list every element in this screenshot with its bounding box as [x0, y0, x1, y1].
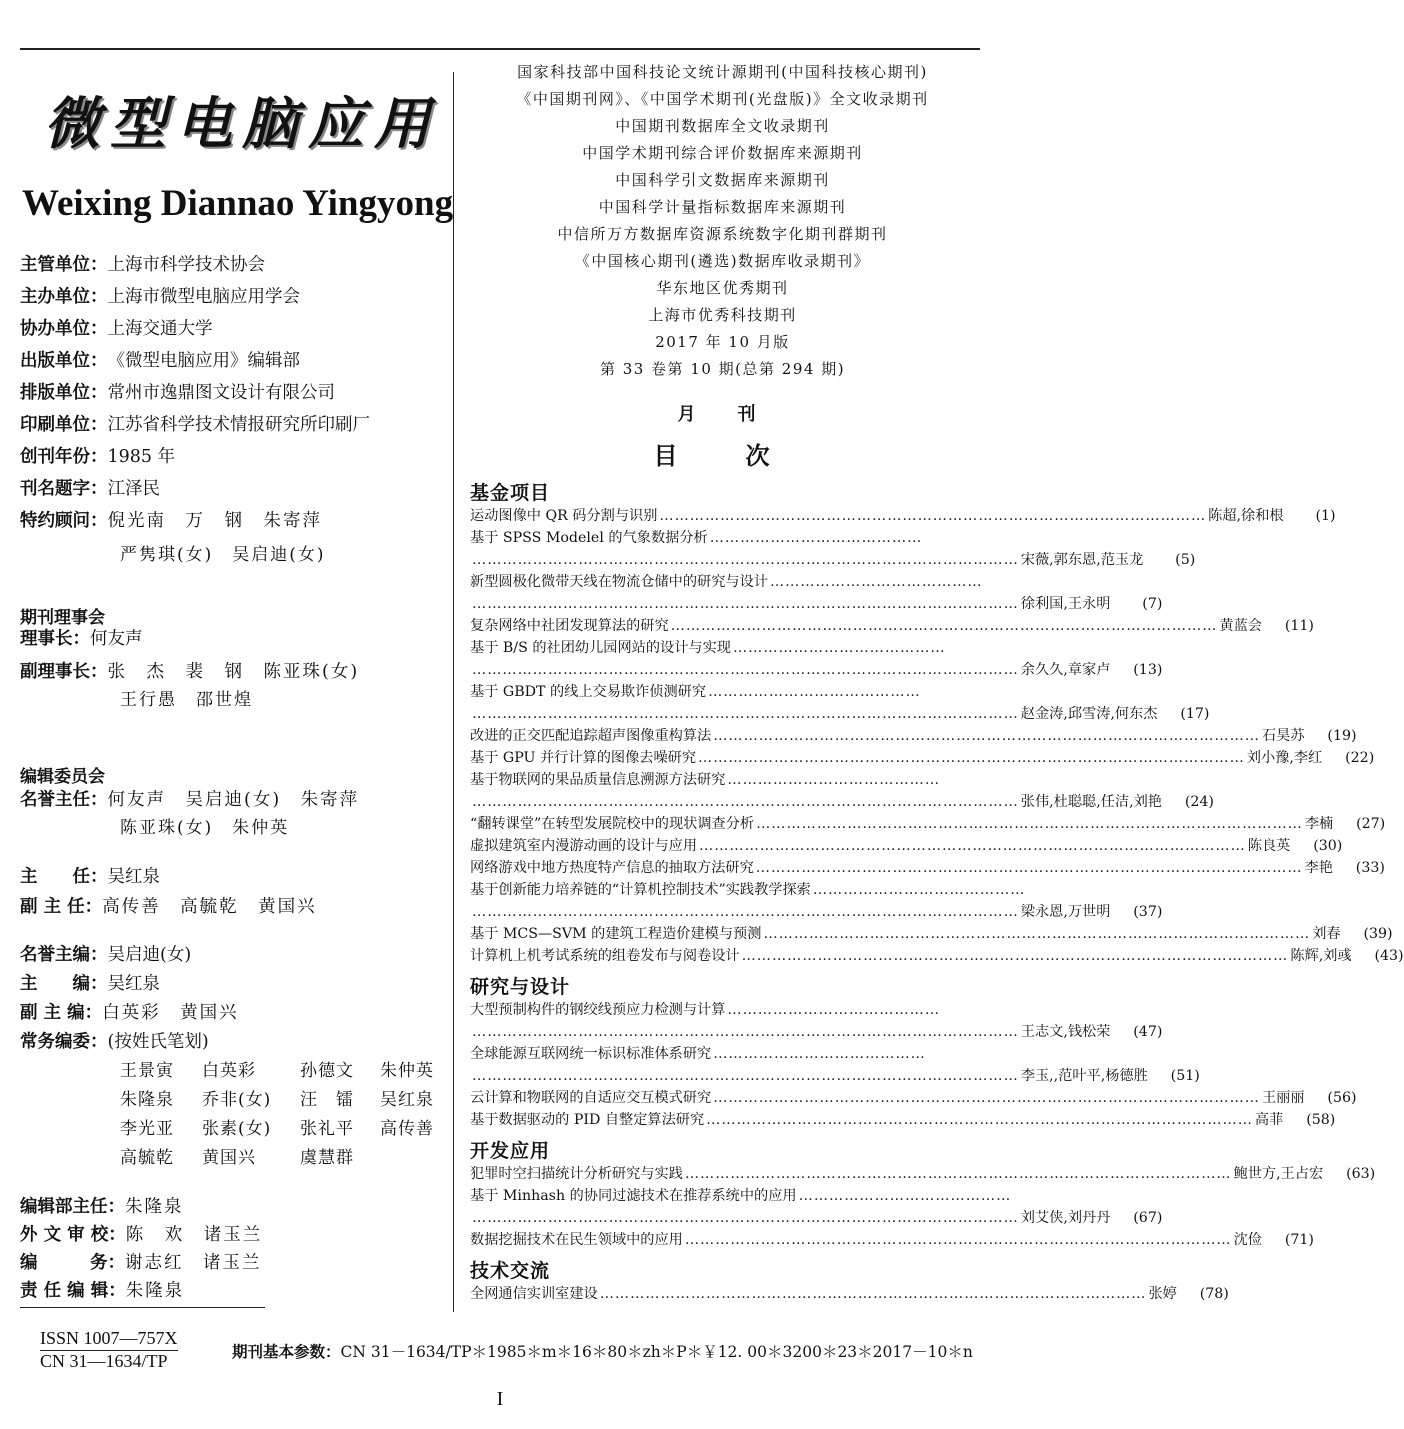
- toc-entry: [470, 1110, 1336, 1131]
- toc-leader-dots: ……………………………………: [727, 1002, 941, 1018]
- standing-editor-name: 朱隆泉: [120, 1090, 174, 1110]
- toc-entry: [470, 726, 1357, 747]
- toc-entry: [470, 660, 1163, 681]
- toc-entry-title-line: [470, 1044, 985, 1065]
- toc-entry: [470, 902, 1163, 923]
- toc-leader-dots: ………………………………………………………………………………………………: [713, 1090, 1260, 1106]
- toc-leader-dots: ……………………………………: [732, 640, 946, 656]
- toc-entry-title: “翻转课堂”在转型发展院校中的现状调查分析: [470, 816, 755, 832]
- toc-entry-authors: 梁永恩,万世明: [1020, 904, 1111, 920]
- indexing-line: 中国科学计量指标数据库来源期刊: [598, 198, 847, 216]
- honorary-director: 名誉主任：何友声 吴启迪(女) 朱寄萍: [20, 790, 360, 810]
- toc-category: 开发应用: [470, 1140, 551, 1162]
- toc-entry-title: 虚拟建筑室内漫游动画的设计与应用: [470, 838, 698, 854]
- toc-entry-title: 基于 GPU 并行计算的图像去噪研究: [470, 750, 697, 766]
- toc-entry: [470, 1164, 1376, 1185]
- toc-entry-title: 网络游戏中地方热度特产信息的抽取方法研究: [470, 860, 754, 876]
- toc-entry: [470, 1066, 1200, 1087]
- indexing-line: 《中国核心期刊(遴选)数据库收录期刊》: [574, 252, 871, 270]
- standing-editor-name: 吴红泉: [380, 1090, 434, 1110]
- deputy-director: 副 主 任：高传善 高毓乾 黄国兴: [20, 897, 317, 917]
- credit-key: 印刷单位：: [20, 415, 108, 435]
- toc-entry-page: (51): [1170, 1068, 1200, 1084]
- honorary-editor: 名誉主编：吴启迪(女): [20, 945, 192, 965]
- toc-entry: [470, 836, 1343, 857]
- indexing-line: 上海市优秀科技期刊: [648, 306, 797, 324]
- toc-entry: [470, 1230, 1314, 1251]
- toc-entry-page: (24): [1184, 794, 1214, 810]
- toc-leader-dots: ………………………………………………………………………………………………: [472, 1210, 1019, 1226]
- toc-entry-page: (22): [1345, 750, 1375, 766]
- office-value: 朱隆泉: [125, 1281, 185, 1301]
- toc-entry-page: (37): [1133, 904, 1163, 920]
- credit-key: 出版单位：: [20, 351, 108, 371]
- toc-entry-title: 犯罪时空扫描统计分析研究与实践: [470, 1166, 683, 1182]
- toc-entry: [470, 550, 1196, 571]
- toc-entry: [470, 1022, 1163, 1043]
- credit-key: 创刊年份：: [20, 447, 108, 467]
- journal-title-pinyin: Weixing Diannao Yingyong: [22, 183, 454, 224]
- toc-entry-page: (58): [1306, 1112, 1336, 1128]
- credit-value: 江泽民: [107, 479, 160, 499]
- indexing-line: 华东地区优秀期刊: [656, 279, 789, 297]
- standing-editor-name: 张礼平: [300, 1119, 354, 1139]
- toc-entry-page: (78): [1199, 1286, 1229, 1302]
- toc-leader-dots: ……………………………………: [769, 574, 983, 590]
- journal-title-cn: 微型电脑应用: [44, 92, 440, 157]
- toc-leader-dots: ……………………………………: [812, 882, 1026, 898]
- toc-entry: [470, 748, 1375, 769]
- top-rule: [20, 48, 980, 50]
- toc-leader-dots: ……………………………………: [708, 684, 921, 700]
- toc-entry-title: 云计算和物联网的自适应交互模式研究: [470, 1090, 712, 1106]
- toc-entry: [470, 1088, 1357, 1109]
- office-value: 谢志红 诸玉兰: [125, 1253, 262, 1273]
- toc-entry-authors: 陈超,徐和根: [1208, 508, 1284, 524]
- standing-editor-name: 朱仲英: [380, 1061, 434, 1081]
- indexing-line: 2017 年 10 月版: [655, 333, 790, 351]
- toc-entry-authors: 余久久,章家卢: [1020, 662, 1111, 678]
- toc-entry: [470, 594, 1163, 615]
- deputy-editor: 副 主 编：白英彩 黄国兴: [20, 1003, 239, 1023]
- toc-leader-dots: ………………………………………………………………………………………………: [472, 706, 1019, 722]
- credit-value: 《微型电脑应用》编辑部: [107, 351, 300, 371]
- standing-editor-name: 李光亚: [120, 1119, 174, 1139]
- indexing-line: 第 33 卷第 10 期(总第 294 期): [599, 360, 846, 378]
- toc-entry-page: (63): [1346, 1166, 1376, 1182]
- toc-entry-authors: 徐利国,王永明: [1020, 596, 1111, 612]
- toc-entry-title: 运动图像中 QR 码分割与识别: [470, 508, 658, 524]
- standing-editor-name: 虞慧群: [300, 1148, 354, 1168]
- toc-leader-dots: ………………………………………………………………………………………………: [659, 508, 1207, 524]
- toc-entry-title: 基于数据驱动的 PID 自整定算法研究: [470, 1112, 705, 1128]
- office-value: 陈 欢 诸玉兰: [125, 1225, 263, 1245]
- credit-key: 主办单位：: [20, 287, 108, 307]
- indexing-line: 中信所万方数据库资源系统数字化期刊群期刊: [557, 225, 888, 243]
- toc-entry-page: (33): [1355, 860, 1385, 876]
- toc-entry-authors: 沈俭: [1233, 1232, 1262, 1248]
- credit-row: [20, 318, 213, 340]
- toc-entry: [470, 704, 1210, 725]
- toc-entry-authors: 高菲: [1254, 1112, 1284, 1128]
- indexing-line: 中国科学引文数据库来源期刊: [615, 171, 830, 189]
- credit-key: 主管单位：: [20, 255, 108, 275]
- credit-row: [20, 286, 300, 308]
- toc-leader-dots: ………………………………………………………………………………………………: [472, 596, 1019, 612]
- toc-category: 基金项目: [470, 482, 551, 504]
- editorial-heading: 编辑委员会: [20, 767, 105, 787]
- toc-entry-authors: 张伟,杜聪聪,任洁,刘艳: [1020, 794, 1162, 810]
- toc-leader-dots: ………………………………………………………………………………………………: [756, 816, 1303, 832]
- toc-entry-title: 数据挖掘技术在民生领域中的应用: [470, 1232, 683, 1248]
- column-divider: [453, 72, 454, 1312]
- toc-leader-dots: ………………………………………………………………………………………………: [472, 794, 1019, 810]
- toc-entry-title: 基于 MCS—SVM 的建筑工程造价建模与预测: [470, 926, 762, 942]
- toc-leader-dots: ………………………………………………………………………………………………: [763, 926, 1311, 942]
- toc-entry: [470, 506, 1336, 527]
- toc-entry-title: 基于 B/S 的社团幼儿园网站的设计与实现: [470, 640, 731, 656]
- toc-entry-title-line: [470, 880, 1026, 901]
- credit-row: [20, 382, 335, 404]
- editor-in-chief: 主 编：吴红泉: [20, 974, 160, 994]
- toc-leader-dots: ……………………………………: [713, 1046, 926, 1062]
- toc-entry-page: (7): [1142, 596, 1163, 612]
- credit-key: 刊名题字：: [20, 479, 108, 499]
- toc-entry-page: (47): [1133, 1024, 1163, 1040]
- standing-editor-name: 张素(女): [202, 1119, 272, 1139]
- toc-entry-authors: 赵金涛,邱雪涛,何东杰: [1020, 706, 1158, 722]
- toc-entry-authors: 黄蓝会: [1219, 618, 1262, 634]
- council-vice-chair-line-2: 王行愚 邵世煌: [120, 690, 253, 710]
- toc-leader-dots: ………………………………………………………………………………………………: [684, 1166, 1232, 1182]
- council-chair: 理事长：何友声: [20, 629, 143, 649]
- toc-leader-dots: ………………………………………………………………………………………………: [699, 838, 1246, 854]
- standing-editor-name: 白英彩: [202, 1061, 256, 1081]
- standing-editor-name: 高传善: [380, 1119, 434, 1139]
- toc-entry: [470, 946, 1404, 967]
- office-key: 责 任 编 辑：: [20, 1281, 126, 1301]
- credit-value: 倪光南 万 钢 朱寄萍: [107, 511, 322, 531]
- office-key: 外 文 审 校：: [20, 1225, 126, 1245]
- toc-entry-authors: 鲍世方,王占宏: [1233, 1166, 1324, 1182]
- council-vice-chair: 副理事长：张 杰 裴 钢 陈亚珠(女): [20, 662, 360, 682]
- advisors-line-2: 严隽琪(女) 吴启迪(女): [120, 545, 326, 565]
- toc-entry-authors: 王丽丽: [1261, 1090, 1305, 1106]
- toc-entry-title-line: [470, 528, 985, 549]
- toc-entry-title: 基于 GBDT 的线上交易欺诈侦测研究: [470, 684, 707, 700]
- toc-leader-dots: ………………………………………………………………………………………………: [472, 1068, 1019, 1084]
- toc-entry-page: (39): [1363, 926, 1393, 942]
- credit-value: 上海交通大学: [107, 319, 213, 339]
- toc-leader-dots: ………………………………………………………………………………………………: [755, 860, 1303, 876]
- standing-editor-name: 乔非(女): [202, 1090, 272, 1110]
- toc-entry-page: (43): [1374, 948, 1404, 964]
- credit-row: [20, 414, 370, 436]
- toc-entry-page: (67): [1133, 1210, 1163, 1226]
- office-row: [20, 1224, 262, 1246]
- standing-editor-name: 黄国兴: [202, 1148, 256, 1168]
- toc-entry-page: (5): [1175, 552, 1196, 568]
- indexing-line: 国家科技部中国科技论文统计源期刊(中国科技核心期刊): [517, 63, 928, 81]
- toc-leader-dots: ………………………………………………………………………………………………: [706, 1112, 1253, 1128]
- cn-number: CN 31—1634/TP: [40, 1351, 168, 1371]
- office-row: [20, 1252, 262, 1274]
- toc-entry-authors: 王志文,钱松荣: [1020, 1024, 1111, 1040]
- toc-category: 技术交流: [470, 1260, 551, 1282]
- credit-key: 特约顾问：: [20, 511, 108, 531]
- toc-entry-authors: 陈良英: [1247, 838, 1291, 854]
- credit-key: 排版单位：: [20, 383, 108, 403]
- toc-entry-title: 基于 SPSS Modelel 的气象数据分析: [470, 530, 708, 546]
- credit-value: 上海市微型电脑应用学会: [107, 287, 300, 307]
- toc-entry: [470, 858, 1385, 879]
- toc-entry-title: 全球能源互联网统一标识标准体系研究: [470, 1046, 712, 1062]
- toc-leader-dots: ……………………………………: [709, 530, 923, 546]
- credit-value: 江苏省科学技术情报研究所印刷厂: [107, 415, 370, 435]
- credit-row: [20, 350, 300, 372]
- credit-value: 常州市逸鼎图文设计有限公司: [107, 383, 335, 403]
- toc-entry-title: 大型预制构件的钢绞线预应力检测与计算: [470, 1002, 726, 1018]
- toc-heading: 目 次: [653, 442, 792, 470]
- toc-entry: [470, 792, 1214, 813]
- toc-entry-authors: 刘春: [1312, 926, 1341, 942]
- toc-category: 研究与设计: [470, 976, 571, 998]
- credit-row: [20, 510, 322, 532]
- toc-entry-title-line: [470, 572, 985, 593]
- frequency-label: 月 刊: [677, 404, 768, 425]
- credit-row: [20, 446, 175, 468]
- toc-leader-dots: ………………………………………………………………………………………………: [741, 948, 1289, 964]
- toc-entry-authors: 宋薇,郭东恩,范玉龙: [1020, 552, 1144, 568]
- toc-entry-page: (17): [1180, 706, 1210, 722]
- toc-entry-page: (30): [1313, 838, 1343, 854]
- toc-entry-authors: 石昊苏: [1261, 728, 1305, 744]
- toc-entry-page: (1): [1315, 508, 1336, 524]
- journal-parameters: 期刊基本参数：CN 31－1634/TP＊1985＊m＊16＊80＊zh＊P＊￥12. 00＊3200＊23＊2017－10＊n: [232, 1343, 973, 1361]
- toc-leader-dots: ………………………………………………………………………………………………: [698, 750, 1245, 766]
- credit-value: 1985 年: [107, 447, 176, 467]
- toc-entry-title: 基于物联网的果品质量信息溯源方法研究: [470, 772, 726, 788]
- standing-editor-name: 孙德文: [300, 1061, 354, 1081]
- issn-block: [40, 1328, 178, 1372]
- office-key: 编 务：: [20, 1253, 125, 1273]
- toc-entry-page: (11): [1284, 618, 1314, 634]
- toc-entry-title-line: [470, 1000, 985, 1021]
- toc-leader-dots: ………………………………………………………………………………………………: [472, 904, 1019, 920]
- left-bottom-rule: [20, 1307, 265, 1308]
- toc-leader-dots: ………………………………………………………………………………………………: [713, 728, 1260, 744]
- page-number: I: [496, 1388, 504, 1410]
- toc-entry-page: (56): [1327, 1090, 1357, 1106]
- standing-editor-name: 高毓乾: [120, 1148, 174, 1168]
- toc-entry-title: 复杂网络中社团发现算法的研究: [470, 618, 669, 634]
- office-row: [20, 1280, 184, 1302]
- office-value: 朱隆泉: [125, 1197, 184, 1217]
- toc-entry-authors: 李玉,,范叶平,杨德胜: [1020, 1068, 1148, 1084]
- toc-leader-dots: ………………………………………………………………………………………………: [472, 552, 1019, 568]
- office-key: 编辑部主任：: [20, 1197, 125, 1217]
- toc-entry-authors: 李楠: [1304, 816, 1334, 832]
- toc-entry-title-line: [470, 682, 985, 703]
- issn: ISSN 1007—757X: [40, 1328, 178, 1351]
- director: 主 任：吴红泉: [20, 867, 160, 887]
- toc-entry-page: (71): [1284, 1232, 1314, 1248]
- indexing-line: 《中国期刊网》、《中国学术期刊(光盘版)》全文收录期刊: [516, 90, 929, 108]
- toc-entry-authors: 李艳: [1304, 860, 1333, 876]
- toc-entry-authors: 陈辉,刘彧: [1290, 948, 1352, 964]
- toc-entry: [470, 616, 1314, 637]
- indexing-line: 中国期刊数据库全文收录期刊: [615, 117, 830, 135]
- toc-entry-authors: 张婷: [1148, 1286, 1177, 1302]
- toc-entry-title-line: [470, 1186, 1012, 1207]
- toc-entry-title-line: [470, 770, 985, 791]
- toc-entry-page: (13): [1133, 662, 1163, 678]
- toc-entry-title: 计算机上机考试系统的组卷发布与阅卷设计: [470, 948, 740, 964]
- council-heading: 期刊理事会: [20, 608, 105, 628]
- indexing-line: 中国学术期刊综合评价数据库来源期刊: [582, 144, 863, 162]
- toc-entry-title: 基于创新能力培养链的“计算机控制技术”实践教学探索: [470, 882, 811, 898]
- toc-entry-title: 全网通信实训室建设: [470, 1286, 598, 1302]
- toc-entry: [470, 924, 1393, 945]
- toc-entry-page: (19): [1327, 728, 1357, 744]
- toc-entry-page: (27): [1356, 816, 1386, 832]
- standing-editor-name: 王景寅: [120, 1061, 174, 1081]
- toc-entry-title-line: [470, 638, 985, 659]
- credit-row: [20, 478, 160, 500]
- honorary-director-line-2: 陈亚珠(女) 朱仲英: [120, 818, 290, 838]
- toc-entry-title: 基于 Minhash 的协同过滤技术在推荐系统中的应用: [470, 1188, 797, 1204]
- credit-key: 协办单位：: [20, 319, 108, 339]
- standing-editor-name: 汪 镭: [300, 1090, 354, 1110]
- toc-leader-dots: ………………………………………………………………………………………………: [472, 1024, 1019, 1040]
- toc-entry: [470, 1208, 1163, 1229]
- credit-row: [20, 254, 265, 276]
- toc-leader-dots: ………………………………………………………………………………………………: [599, 1286, 1147, 1302]
- standing-editors: 常务编委：(按姓氏笔划): [20, 1032, 209, 1052]
- toc-entry-authors: 刘艾侠,刘丹丹: [1020, 1210, 1111, 1226]
- toc-leader-dots: ………………………………………………………………………………………………: [472, 662, 1019, 678]
- toc-entry: [470, 814, 1386, 835]
- office-row: [20, 1196, 184, 1218]
- toc-leader-dots: ……………………………………: [727, 772, 941, 788]
- toc-leader-dots: ………………………………………………………………………………………………: [684, 1232, 1232, 1248]
- toc-entry-title: 新型圆极化微带天线在物流仓储中的研究与设计: [470, 574, 768, 590]
- toc-leader-dots: ………………………………………………………………………………………………: [670, 618, 1218, 634]
- toc-leader-dots: ……………………………………: [798, 1188, 1012, 1204]
- toc-entry-title: 改进的正交匹配追踪超声图像重构算法: [470, 728, 712, 744]
- toc-entry: [470, 1284, 1229, 1305]
- credit-value: 上海市科学技术协会: [107, 255, 265, 275]
- toc-entry-authors: 刘小豫,李红: [1246, 750, 1323, 766]
